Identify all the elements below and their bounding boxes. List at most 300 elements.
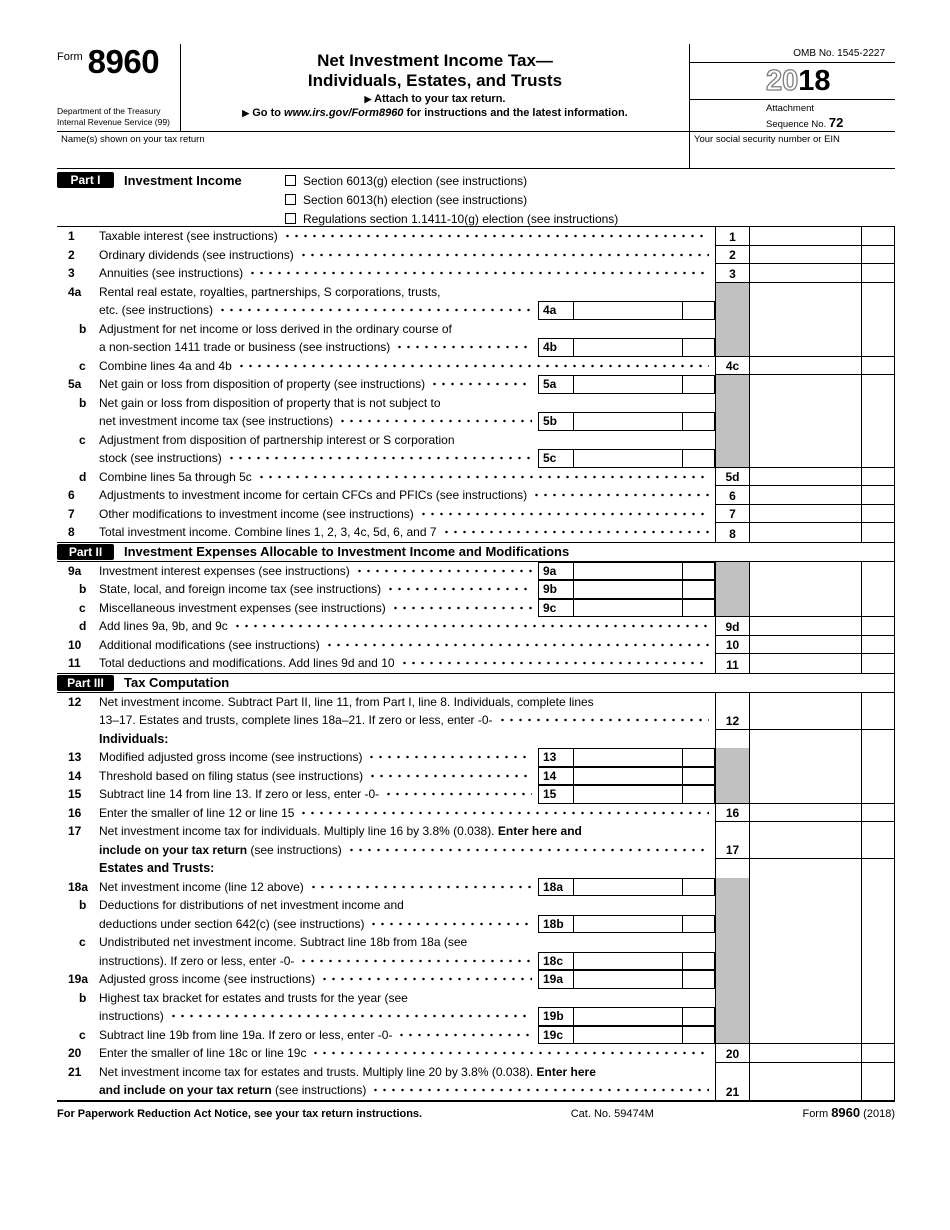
- line-number: b: [79, 582, 87, 596]
- empty-amount-cell: [749, 785, 861, 804]
- form-line-19a: [57, 970, 894, 989]
- line-4b-amount-field[interactable]: [573, 338, 683, 357]
- right-entry-section: [715, 580, 894, 599]
- empty-cents-cell: [861, 394, 894, 431]
- line-1-amount-field[interactable]: [749, 227, 861, 246]
- line-number: 20: [68, 1046, 82, 1060]
- right-line-label: [715, 859, 749, 878]
- line-4c-cents-field[interactable]: [861, 357, 894, 376]
- empty-amount-cell: [749, 730, 861, 749]
- line-text: Threshold based on filing status (see instructions): [99, 768, 364, 783]
- line-4c-amount-field[interactable]: [749, 357, 861, 376]
- empty-cents-cell: [861, 375, 894, 394]
- attach-note: Attach to your tax return.: [374, 93, 506, 106]
- description-line: [99, 227, 715, 246]
- line-20-cents-field[interactable]: [861, 1044, 894, 1063]
- line-12-amount-field[interactable]: [749, 693, 861, 730]
- description-line: [99, 878, 538, 897]
- form-line-6: [57, 486, 894, 505]
- line-18a-amount-field[interactable]: [573, 878, 683, 897]
- line-number: b: [79, 321, 87, 336]
- paperwork-notice: For Paperwork Reduction Act Notice, see your tax return instructions.: [57, 1107, 423, 1120]
- right-entry-section: [715, 859, 894, 878]
- no-entry-cell: [715, 283, 749, 320]
- line-8-cents-field[interactable]: [861, 523, 894, 542]
- description-line: [99, 1063, 715, 1082]
- agency-line-2: Internal Revenue Service (99): [57, 116, 170, 127]
- line-18b-amount-field[interactable]: [573, 915, 683, 934]
- right-entry-section: [715, 375, 894, 394]
- dot-leader: [169, 1011, 532, 1021]
- empty-amount-cell: [749, 580, 861, 599]
- right-entry-section: [715, 505, 894, 524]
- right-entry-section: [715, 486, 894, 505]
- form-line-4b: [57, 320, 894, 357]
- line-19b-cents-field[interactable]: [683, 1007, 715, 1026]
- dot-leader: [430, 379, 532, 389]
- right-line-label: 3: [715, 264, 749, 283]
- description-line: [99, 617, 715, 636]
- empty-cents-cell: [861, 933, 894, 970]
- line-text: Net investment income tax for estates and trusts. Multiply line 20 by 3.8% (0.038).: [99, 1064, 537, 1079]
- empty-amount-cell: [749, 767, 861, 786]
- line-description: [99, 264, 715, 283]
- goto-suffix: for instructions and the latest information.: [403, 107, 628, 120]
- line-15-cents-field[interactable]: [683, 785, 715, 804]
- line-description: [99, 693, 715, 730]
- section-subheading: Individuals:: [99, 731, 169, 746]
- line-10-cents-field[interactable]: [861, 636, 894, 655]
- no-entry-cell: [715, 394, 749, 431]
- line-3-amount-field[interactable]: [749, 264, 861, 283]
- election-checkboxes: [285, 171, 618, 228]
- line-3-cents-field[interactable]: [861, 264, 894, 283]
- right-line-label: 11: [715, 654, 749, 673]
- line-2-cents-field[interactable]: [861, 246, 894, 265]
- line-description: [99, 580, 538, 599]
- line-14-cents-field[interactable]: [683, 767, 715, 786]
- line-5d-cents-field[interactable]: [861, 468, 894, 487]
- name-label: Name(s) shown on your tax return: [61, 134, 205, 145]
- empty-cents-cell: [861, 1026, 894, 1045]
- line-21-cents-field[interactable]: [861, 1063, 894, 1100]
- right-line-label: 8: [715, 523, 749, 542]
- line-5b-cents-field[interactable]: [683, 412, 715, 431]
- line-description: [99, 730, 715, 749]
- description-line: [99, 505, 715, 524]
- description-line: [99, 654, 715, 673]
- description-line: [99, 989, 538, 1008]
- right-line-label: 1: [715, 227, 749, 246]
- line-text: (see instructions): [271, 1083, 367, 1097]
- right-line-label: 7: [715, 505, 749, 524]
- line-5a-amount-field[interactable]: [573, 375, 683, 394]
- line-1-cents-field[interactable]: [861, 227, 894, 246]
- inner-entry-box: [538, 1026, 715, 1045]
- inner-entry-box: [538, 301, 715, 320]
- right-entry-section: [715, 468, 894, 487]
- dot-leader: [283, 231, 709, 241]
- right-entry-section: [715, 320, 894, 357]
- line-description: [99, 283, 538, 320]
- line-text: Enter the smaller of line 18c or line 19c: [99, 1046, 307, 1060]
- empty-amount-cell: [749, 748, 861, 767]
- form-line-14: [57, 767, 894, 786]
- line-text: Enter here and: [497, 824, 582, 838]
- no-entry-cell: [715, 970, 749, 989]
- right-line-label: 20: [715, 1044, 749, 1063]
- form-line-7: [57, 505, 894, 524]
- inner-line-label: 18b: [538, 915, 573, 934]
- inner-entry-box: [538, 599, 715, 618]
- line-5b-amount-field[interactable]: [573, 412, 683, 431]
- line-text: Adjustment for net income or loss derived in the ordinary course of: [99, 321, 452, 336]
- line-description: [99, 375, 538, 394]
- dot-leader: [395, 342, 532, 352]
- description-line: [99, 933, 538, 952]
- line-text: (see instructions): [247, 842, 342, 857]
- line-18a-cents-field[interactable]: [683, 878, 715, 897]
- inner-line-label: 5b: [538, 412, 573, 431]
- empty-cents-cell: [861, 970, 894, 989]
- omb-number: OMB No. 1545-2227: [690, 44, 895, 63]
- description-line: [99, 785, 538, 804]
- dot-leader: [227, 453, 532, 463]
- form-url: www.irs.gov/Form8960: [284, 107, 404, 120]
- line-9d-amount-field[interactable]: [749, 617, 861, 636]
- line-description: [99, 357, 715, 376]
- ssn-label: Your social security number or EIN: [694, 134, 840, 145]
- line-number: c: [79, 1027, 86, 1042]
- form-line-5a: [57, 375, 894, 394]
- form-line-19b: [57, 989, 894, 1026]
- line-4a-cents-field[interactable]: [683, 301, 715, 320]
- inner-entry-box: [538, 562, 715, 581]
- right-entry-section: [715, 227, 894, 246]
- dot-leader: [442, 527, 709, 537]
- line-18c-cents-field[interactable]: [683, 952, 715, 971]
- line-text: Net gain or loss from disposition of property (see instructions): [99, 377, 426, 391]
- form-line-5b: [57, 394, 894, 431]
- inner-entry-col: [538, 896, 715, 933]
- line-18b-cents-field[interactable]: [683, 915, 715, 934]
- dot-leader: [386, 584, 532, 594]
- right-line-label: 10: [715, 636, 749, 655]
- line-7-amount-field[interactable]: [749, 505, 861, 524]
- line-description: [99, 654, 715, 673]
- inner-entry-box: [538, 767, 715, 786]
- empty-amount-cell: [749, 859, 861, 878]
- taxpayer-identity-row: [57, 132, 895, 169]
- line-9b-cents-field[interactable]: [683, 580, 715, 599]
- line-text: deductions under section 642(c) (see instructions): [99, 916, 365, 931]
- inner-entry-box: [538, 915, 715, 934]
- line-text: State, local, and foreign income tax (see instructions): [99, 582, 382, 596]
- form-number: 8960: [87, 43, 160, 80]
- line-10-amount-field[interactable]: [749, 636, 861, 655]
- line-description: [99, 320, 538, 357]
- inner-line-label: 4b: [538, 338, 573, 357]
- inner-line-label: 5a: [538, 375, 573, 394]
- line-4b-cents-field[interactable]: [683, 338, 715, 357]
- line-number: 12: [68, 694, 82, 709]
- line-5c-cents-field[interactable]: [683, 449, 715, 468]
- line-description: [99, 785, 538, 804]
- inner-line-label: 15: [538, 785, 573, 804]
- sequence-label: Sequence No.: [766, 118, 829, 130]
- line-19c-cents-field[interactable]: [683, 1026, 715, 1045]
- part-badge: Part II: [57, 544, 114, 560]
- line-20-amount-field[interactable]: [749, 1044, 861, 1063]
- regulations-1411-10g-election-checkbox[interactable]: [285, 213, 296, 224]
- line-15-amount-field[interactable]: [573, 785, 683, 804]
- right-entry-section: [715, 1026, 894, 1045]
- part-title: Tax Computation: [124, 675, 230, 690]
- line-13-cents-field[interactable]: [683, 748, 715, 767]
- line-19b-amount-field[interactable]: [573, 1007, 683, 1026]
- description-line: [99, 952, 538, 971]
- line-text: include on your tax return: [99, 842, 248, 857]
- right-entry-section: [715, 822, 894, 859]
- section-6013g-election-checkbox[interactable]: [285, 175, 296, 186]
- line-19c-amount-field[interactable]: [573, 1026, 683, 1045]
- right-line-label: 17: [715, 822, 749, 859]
- empty-amount-cell: [749, 933, 861, 970]
- attachment-sequence: [690, 100, 895, 131]
- line-number: d: [79, 469, 87, 484]
- line-number: c: [79, 358, 86, 373]
- description-line: [99, 562, 538, 581]
- line-number: 19a: [68, 972, 89, 986]
- form-line-9c: [57, 599, 894, 618]
- line-17-cents-field[interactable]: [861, 822, 894, 859]
- line-text: Net investment income (line 12 above): [99, 879, 304, 894]
- dot-leader: [391, 603, 532, 613]
- line-11-cents-field[interactable]: [861, 654, 894, 673]
- name-field[interactable]: [57, 132, 690, 168]
- part-i-badge: Part I: [57, 172, 114, 188]
- line-text: Net investment income. Subtract Part II, line 11, from Part I, line 8. Individuals, complete lines: [99, 694, 594, 709]
- inner-line-label: 9b: [538, 580, 573, 599]
- line-4a-amount-field[interactable]: [573, 301, 683, 320]
- right-line-label: 12: [715, 693, 749, 730]
- line-9b-amount-field[interactable]: [573, 580, 683, 599]
- line-description: [99, 822, 715, 859]
- line-13-amount-field[interactable]: [573, 748, 683, 767]
- tax-year: [690, 63, 895, 100]
- empty-amount-cell: [749, 599, 861, 618]
- line-text: net investment income tax (see instructions): [99, 414, 334, 428]
- line-6-amount-field[interactable]: [749, 486, 861, 505]
- line-9a-amount-field[interactable]: [573, 562, 683, 581]
- inner-line-label: 13: [538, 748, 573, 767]
- inner-entry-box: [538, 375, 715, 394]
- line-number: 21: [68, 1064, 82, 1079]
- empty-amount-cell: [749, 970, 861, 989]
- empty-cents-cell: [861, 730, 894, 749]
- description-line: [99, 320, 538, 339]
- line-number: [57, 859, 99, 878]
- line-12-cents-field[interactable]: [861, 693, 894, 730]
- part-title: Investment Expenses Allocable to Investment Income and Modifications: [124, 544, 570, 559]
- line-text: Annuities (see instructions): [99, 266, 244, 280]
- line-number: c: [79, 600, 86, 615]
- no-entry-cell: [715, 375, 749, 394]
- line-16-cents-field[interactable]: [861, 804, 894, 823]
- description-line: [99, 375, 538, 394]
- line-9a-cents-field[interactable]: [683, 562, 715, 581]
- line-6-cents-field[interactable]: [861, 486, 894, 505]
- line-7-cents-field[interactable]: [861, 505, 894, 524]
- line-number: 8: [68, 525, 75, 539]
- line-description: [99, 523, 715, 542]
- line-description: [99, 636, 715, 655]
- line-9c-cents-field[interactable]: [683, 599, 715, 618]
- inner-entry-col: [538, 394, 715, 431]
- empty-cents-cell: [861, 859, 894, 878]
- inner-entry-box: [538, 338, 715, 357]
- line-18c-amount-field[interactable]: [573, 952, 683, 971]
- form-line-3: [57, 264, 894, 283]
- form-line-5d: [57, 468, 894, 487]
- right-line-label: 5d: [715, 468, 749, 487]
- dot-leader: [371, 1085, 709, 1095]
- line-text: Adjusted gross income (see instructions): [99, 972, 316, 986]
- description-line: [99, 693, 715, 712]
- line-5c-amount-field[interactable]: [573, 449, 683, 468]
- section-6013h-election-checkbox[interactable]: [285, 194, 296, 205]
- description-line: [99, 1081, 715, 1100]
- line-14-amount-field[interactable]: [573, 767, 683, 786]
- line-19a-amount-field[interactable]: [573, 970, 683, 989]
- line-17-amount-field[interactable]: [749, 822, 861, 859]
- dot-leader: [355, 566, 532, 576]
- subsection-row: [57, 859, 894, 878]
- description-line: [99, 283, 538, 302]
- catalog-number: Cat. No. 59474M: [570, 1107, 654, 1120]
- inner-entry-col: [538, 767, 715, 786]
- inner-entry-col: [538, 933, 715, 970]
- inner-entry-box: [538, 412, 715, 431]
- no-entry-cell: [715, 896, 749, 933]
- line-text: Additional modifications (see instructions): [99, 637, 320, 652]
- line-description: [99, 804, 715, 823]
- right-entry-section: [715, 1063, 894, 1100]
- empty-cents-cell: [861, 878, 894, 897]
- line-description: [99, 1026, 538, 1045]
- inner-line-label: 18a: [538, 878, 573, 897]
- line-5a-cents-field[interactable]: [683, 375, 715, 394]
- inner-entry-col: [538, 989, 715, 1026]
- line-2-amount-field[interactable]: [749, 246, 861, 265]
- description-line: [99, 412, 538, 431]
- footer-form-number: 8960: [831, 1104, 861, 1120]
- right-entry-section: [715, 785, 894, 804]
- empty-amount-cell: [749, 989, 861, 1026]
- line-text: Enter the smaller of line 12 or line 15: [99, 805, 295, 820]
- inner-entry-col: [538, 599, 715, 618]
- form-footer-id: [802, 1105, 895, 1120]
- right-entry-section: [715, 636, 894, 655]
- line-text: stock (see instructions): [99, 451, 222, 465]
- part-badge: Part III: [57, 675, 114, 691]
- sequence-number: 72: [828, 114, 844, 130]
- form-line-8: [57, 523, 894, 542]
- dot-leader: [367, 752, 532, 762]
- line-16-amount-field[interactable]: [749, 804, 861, 823]
- line-text: Subtract line 19b from line 19a. If zero or less, enter -0-: [99, 1027, 393, 1042]
- right-entry-section: [715, 804, 894, 823]
- empty-amount-cell: [749, 431, 861, 468]
- dot-leader: [419, 509, 709, 519]
- line-description: [99, 562, 538, 581]
- description-line: [99, 264, 715, 283]
- part-header-part-ii: [57, 542, 894, 562]
- line-description: [99, 468, 715, 487]
- inner-entry-col: [538, 748, 715, 767]
- line-21-amount-field[interactable]: [749, 1063, 861, 1100]
- line-11-amount-field[interactable]: [749, 654, 861, 673]
- no-entry-cell: [715, 580, 749, 599]
- description-line: [99, 523, 715, 542]
- empty-amount-cell: [749, 375, 861, 394]
- description-line: [99, 394, 538, 413]
- line-9c-amount-field[interactable]: [573, 599, 683, 618]
- empty-amount-cell: [749, 896, 861, 933]
- no-entry-cell: [715, 431, 749, 468]
- dot-leader: [498, 715, 709, 725]
- line-19a-cents-field[interactable]: [683, 970, 715, 989]
- right-line-label: 16: [715, 804, 749, 823]
- line-text: Other modifications to investment income (see instructions): [99, 506, 414, 521]
- dot-leader: [309, 882, 532, 892]
- empty-amount-cell: [749, 878, 861, 897]
- line-text: Undistributed net investment income. Subtract line 18b from 18a (see: [99, 935, 468, 949]
- right-entry-section: [715, 1044, 894, 1063]
- inner-line-label: 9c: [538, 599, 573, 618]
- empty-cents-cell: [861, 562, 894, 581]
- inner-line-label: 19c: [538, 1026, 573, 1045]
- right-entry-section: [715, 617, 894, 636]
- right-entry-section: [715, 562, 894, 581]
- description-line: [99, 1044, 715, 1063]
- form-line-9d: [57, 617, 894, 636]
- line-text: Combine lines 4a and 4b: [99, 358, 232, 373]
- line-8-amount-field[interactable]: [749, 523, 861, 542]
- description-line: [99, 711, 715, 730]
- inner-entry-box: [538, 785, 715, 804]
- line-number: 13: [68, 750, 82, 764]
- election-row-6013g: [285, 171, 618, 190]
- right-entry-section: [715, 394, 894, 431]
- line-text: Highest tax bracket for estates and trusts for the year (see: [99, 990, 408, 1005]
- description-line: [99, 822, 715, 841]
- right-entry-section: [715, 970, 894, 989]
- form-line-2: [57, 246, 894, 265]
- inner-entry-box: [538, 1007, 715, 1026]
- form-line-5c: [57, 431, 894, 468]
- line-text: Net investment income tax for individuals. Multiply line 16 by 3.8% (0.038).: [99, 824, 498, 838]
- line-5d-amount-field[interactable]: [749, 468, 861, 487]
- empty-amount-cell: [749, 320, 861, 357]
- line-9d-cents-field[interactable]: [861, 617, 894, 636]
- goto-prefix: Go to: [252, 107, 285, 120]
- form-line-9b: [57, 580, 894, 599]
- description-line: [99, 338, 538, 357]
- line-text: a non-section 1411 trade or business (see instructions): [99, 340, 391, 354]
- line-description: [99, 1044, 715, 1063]
- ssn-field[interactable]: [690, 132, 895, 168]
